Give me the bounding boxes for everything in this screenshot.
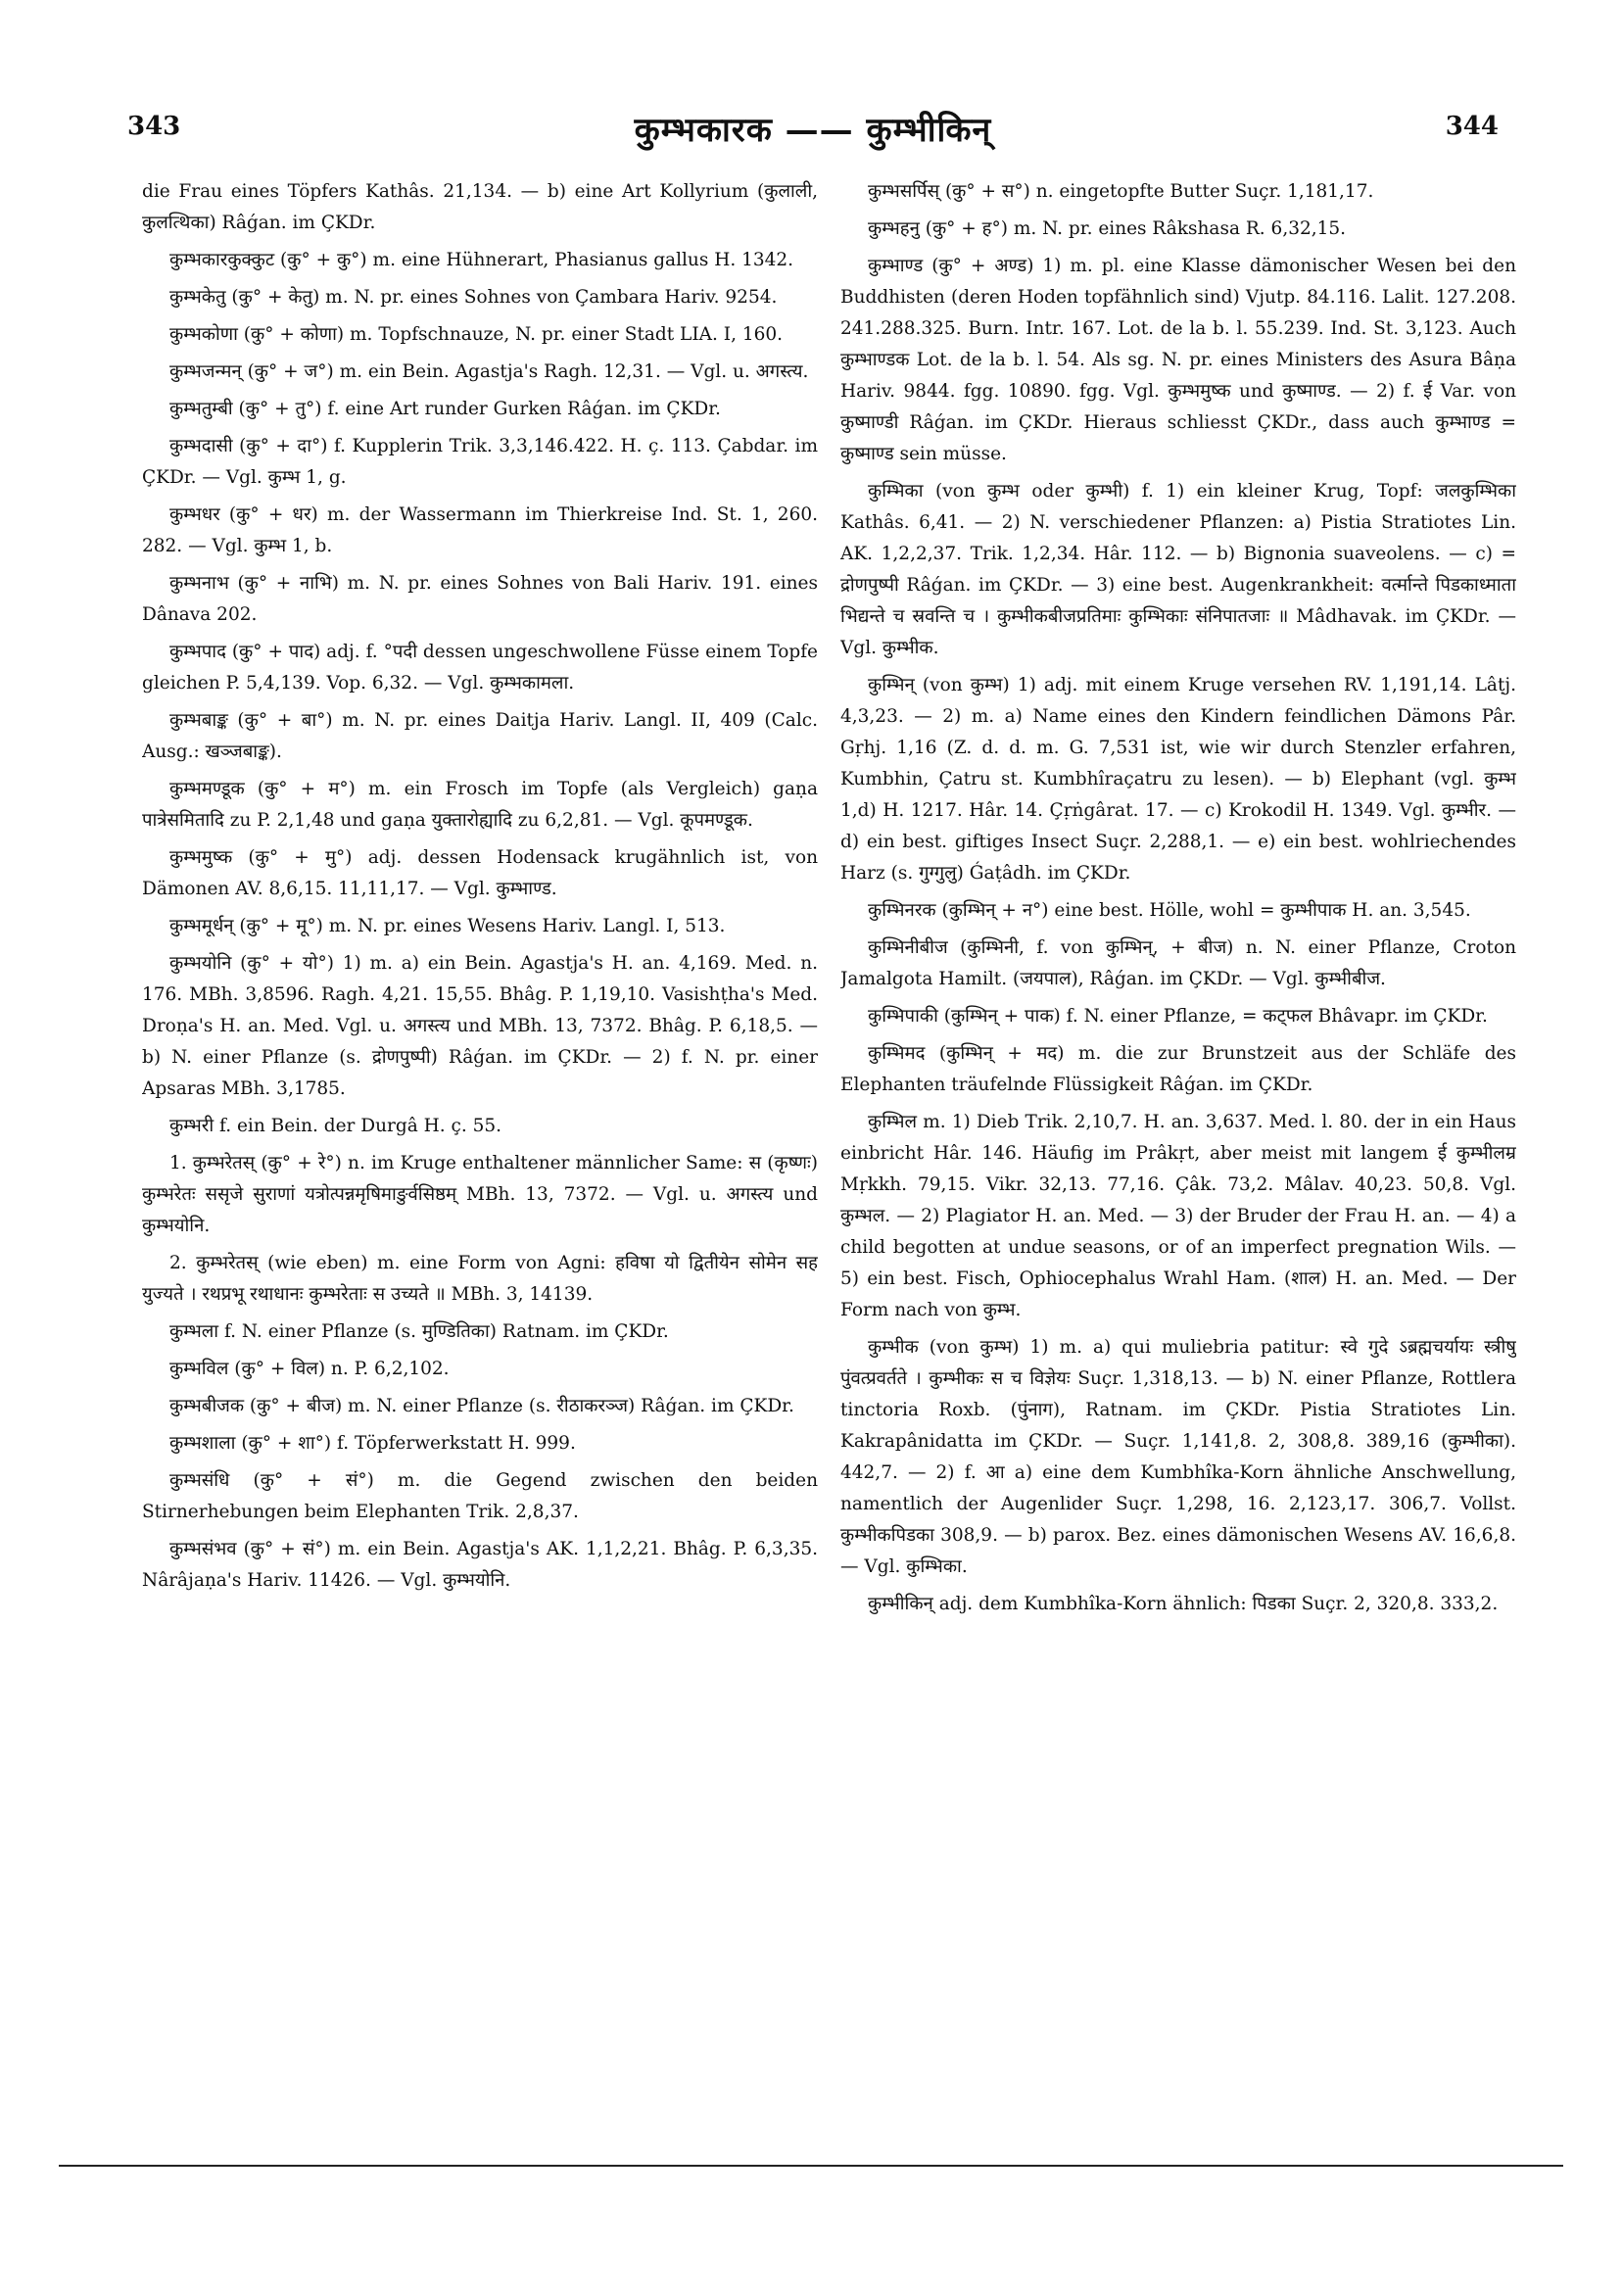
dictionary-entry: die Frau eines Töpfers Kathâs. 21,134. — b) eine Art Kollyrium (कुलाली, कुलत्थिका) Râǵan. im ÇKDr. bbox=[142, 181, 818, 233]
dictionary-entry: कुम्भिल m. 1) Dieb Trik. 2,10,7. H. an. 3,637. Med. l. 80. der in ein Haus einbricht Hâr. 146. Häufig im Prâkṛt, aber meist mit langem ई कुम्भीलम्र Mṛkkh. 79,15. Vikr. 32,13. 77,16. Çâk. 73,2. Mâlav. 40,23. 50,8. Vgl. कुम्भल. — 2) Plagiator H. an. Med. — 3) der Bruder der Frau H. an. — 4) a child begotten at undue seasons, or of an imperfect pregnation Wils. — 5) ein best. Fisch, Ophiocephalus Wrahl Ham. (शाल) H. an. Med. — Der Form nach von कुम्भ. bbox=[840, 1112, 1516, 1320]
dictionary-entry: कुम्भयोनि (कु° + यो°) 1) m. a) ein Bein. Agastja's H. an. 4,169. Med. n. 176. MBh. 3,8596. Ragh. 4,21. 15,55. Bhâg. P. 1,19,10. Vasishṭha's Med. Droṇa's H. an. Med. Vgl. u. अगस्त्य und MBh. 13, 7372. Bhâg. P. 6,18,5. — b) N. einer Pflanze (s. द्रोणपुष्पी) Râǵan. im ÇKDr. — 2) f. N. pr. einer Apsaras MBh. 3,1785. bbox=[142, 953, 818, 1099]
dictionary-entry: कुम्भकेतु (कु° + केतु) m. N. pr. eines Sohnes von Çambara Hariv. 9254. bbox=[169, 287, 778, 308]
dictionary-entry: कुम्भविल (कु° + विल) n. P. 6,2,102. bbox=[169, 1359, 450, 1379]
dictionary-entry: कुम्भकोणा (कु° + कोणा) m. Topfschnauze, N. pr. einer Stadt LIA. I, 160. bbox=[169, 324, 784, 345]
page-header bbox=[127, 106, 1499, 155]
dictionary-entry: कुम्भीकिन् adj. dem Kumbhîka-Korn ähnlich: पिडका Suçr. 2, 320,8. 333,2. bbox=[868, 1594, 1499, 1614]
dictionary-entry: कुम्भदासी (कु° + दा°) f. Kupplerin Trik. 3,3,146.422. H. ç. 113. Çabdar. im ÇKDr. — Vgl. कुम्भ 1, g. bbox=[142, 436, 818, 488]
right-column bbox=[840, 176, 1516, 2037]
dictionary-entry: कुम्भिमद (कुम्भिन् + मद) m. die zur Brunstzeit aus der Schläfe des Elephanten träufelnde Flüssigkeit Râǵan. im ÇKDr. bbox=[840, 1043, 1516, 1095]
dictionary-entry: कुम्भतुम्बी (कु° + तु°) f. eine Art runder Gurken Râǵan. im ÇKDr. bbox=[169, 399, 721, 419]
dictionary-entry: कुम्भपाद (कु° + पाद) adj. f. °पदी dessen ungeschwollene Füsse einem Topfe gleichen P. 5,4,139. Vop. 6,32. — Vgl. कुम्भकामला. bbox=[142, 642, 818, 694]
dictionary-entry: कुम्भिनरक (कुम्भिन् + न°) eine best. Hölle, wohl = कुम्भीपाक H. an. 3,545. bbox=[868, 900, 1471, 921]
dictionary-entry: कुम्भनाभ (कु° + नाभि) m. N. pr. eines Sohnes von Bali Hariv. 191. eines Dânava 202. bbox=[142, 573, 818, 625]
dictionary-entry: कुम्भमूर्धन् (कु° + मू°) m. N. pr. eines Wesens Hariv. Langl. I, 513. bbox=[169, 916, 726, 936]
left-column bbox=[142, 176, 818, 2037]
dictionary-entry: कुम्भबीजक (कु° + बीज) m. N. einer Pflanze (s. रीठाकरञ्ज) Râǵan. im ÇKDr. bbox=[169, 1396, 794, 1416]
page-number-right: 344 bbox=[1445, 112, 1499, 141]
dictionary-entry: कुम्भसंधि (कु° + सं°) m. die Gegend zwischen den beiden Stirnerhebungen beim Elephanten Trik. 2,8,37. bbox=[142, 1470, 818, 1522]
dictionary-entry: कुम्भरी f. ein Bein. der Durgâ H. ç. 55. bbox=[169, 1116, 502, 1136]
dictionary-entry: कुम्भिका (von कुम्भ oder कुम्भी) f. 1) ein kleiner Krug, Topf: जलकुम्भिका Kathâs. 6,41. — 2) N. verschiedener Pflanzen: a) Pistia Stratiotes Lin. AK. 1,2,2,37. Trik. 1,2,34. Hâr. 112. — b) Bignonia suaveolens. — c) = द्रोणपुष्पी Râǵan. im ÇKDr. — 3) eine best. Augenkrankheit: वर्त्मान्ते पिडकाध्माता भिद्यन्ते च स्रवन्ति च । कुम्भीकबीजप्रतिमाः कुम्भिकाः संनिपातजाः ॥ Mâdhavak. im ÇKDr. — Vgl. कुम्भीक. bbox=[840, 481, 1516, 658]
dictionary-entry: कुम्भकारकुक्कुट (कु° + कु°) m. eine Hühnerart, Phasianus gallus H. 1342. bbox=[169, 250, 794, 270]
dictionary-entry: कुम्भजन्मन् (कु° + ज°) m. ein Bein. Agastja's Ragh. 12,31. — Vgl. u. अगस्त्य. bbox=[169, 361, 809, 382]
dictionary-entry: कुम्भशाला (कु° + शा°) f. Töpferwerkstatt H. 999. bbox=[169, 1433, 576, 1454]
dictionary-entry: कुम्भसंभव (कु° + सं°) m. ein Bein. Agastja's AK. 1,1,2,21. Bhâg. P. 6,3,35. Nârâjaṇa's Hariv. 11426. — Vgl. कुम्भयोनि. bbox=[142, 1539, 818, 1591]
page-number-left: 343 bbox=[127, 112, 181, 141]
dictionary-entry: कुम्भमण्डूक (कु° + म°) m. ein Frosch im Topfe (als Vergleich) gaṇa पात्रेसमितादि zu P. 2,1,48 und gaṇa युक्तारोह्यादि zu 6,2,81. — Vgl. कूपमण्डूक. bbox=[142, 779, 818, 831]
dictionary-entry: कुम्भिनीबीज (कुम्भिनी, f. von कुम्भिन्, + बीज) n. N. einer Pflanze, Croton Jamalgota Hamilt. (जयपाल), Râǵan. im ÇKDr. — Vgl. कुम्भीबीज. bbox=[840, 937, 1516, 989]
dictionary-entry: कुम्भबाङ्क (कु° + बा°) m. N. pr. eines Daitja Hariv. Langl. II, 409 (Calc. Ausg.: खञ्जबाङ्क). bbox=[142, 710, 818, 762]
dictionary-entry: 2. कुम्भरेतस् (wie eben) m. eine Form von Agni: हविषा यो द्वितीयेन सोमेन सह युज्यते । रथप्रभू रथाधानः कुम्भरेताः स उच्यते ॥ MBh. 3, 14139. bbox=[142, 1253, 818, 1305]
running-head: कुम्भकारक —— कुम्भीकिन् bbox=[634, 111, 992, 150]
dictionary-entry: 1. कुम्भरेतस् (कु° + रे°) n. im Kruge enthaltener männlicher Same: स (कृष्णः) कुम्भरेतः ससृजे सुराणां यत्रोत्पन्नमृषिमाङुर्वसिष्ठम् MBh. 13, 7372. — Vgl. u. अगस्त्य und कुम्भयोनि. bbox=[142, 1153, 818, 1236]
dictionary-entry: कुम्भाण्ड (कु° + अण्ड) 1) m. pl. eine Klasse dämonischer Wesen bei den Buddhisten (deren Hoden topfähnlich sind) Vjutp. 84.116. Lalit. 127.208. 241.288.325. Burn. Intr. 167. Lot. de la b. l. 55.239. Ind. St. 3,123. Auch कुम्भाण्डक Lot. de la b. l. 54. Als sg. N. pr. eines Ministers des Asura Bâṇa Hariv. 9844. fgg. 10890. fgg. Vgl. कुम्भमुष्क und कुष्माण्ड. — 2) f. ई Var. von कुष्माण्डी Râǵan. im ÇKDr. Hieraus schliesst ÇKDr., dass auch कुम्भाण्ड = कुष्माण्ड sein müsse. bbox=[840, 256, 1516, 464]
dictionary-entry: कुम्भधर (कु° + धर) m. der Wassermann im Thierkreise Ind. St. 1, 260. 282. — Vgl. कुम्भ 1, b. bbox=[142, 504, 818, 556]
dictionary-entry: कुम्भमुष्क (कु° + मु°) adj. dessen Hodensack krugähnlich ist, von Dämonen AV. 8,6,15. 11,11,17. — Vgl. कुम्भाण्ड. bbox=[142, 847, 818, 899]
dictionary-entry: कुम्भसर्पिस् (कु° + स°) n. eingetopfte Butter Suçr. 1,181,17. bbox=[868, 181, 1374, 202]
dictionary-entry: कुम्भहनु (कु° + ह°) m. N. pr. eines Râkshasa R. 6,32,15. bbox=[868, 218, 1347, 239]
dictionary-entry: कुम्भला f. N. einer Pflanze (s. मुण्डितिका) Ratnam. im ÇKDr. bbox=[169, 1321, 669, 1342]
bottom-rule bbox=[59, 2165, 1563, 2167]
dictionary-entry: कुम्भीक (von कुम्भ) 1) m. a) qui muliebria patitur: स्वे गुदे ऽब्रह्मचर्यायः स्त्रीषु पुंवत्प्रवर्तते । कुम्भीकः स च विज्ञेयः Suçr. 1,318,13. — b) N. einer Pflanze, Rottlera tinctoria Roxb. (पुंनाग), Ratnam. im ÇKDr. Pistia Stratiotes Lin. Kakrapânidatta im ÇKDr. — Suçr. 1,141,8. 2, 308,8. 389,16 (कुम्भीका). 442,7. — 2) f. आ a) eine dem Kumbhîka-Korn ähnliche Anschwellung, namentlich der Augenlider Suçr. 1,298, 16. 2,123,17. 306,7. Vollst. कुम्भीकपिडका 308,9. — b) parox. Bez. eines dämonischen Wesens AV. 16,6,8. — Vgl. कुम्भिका. bbox=[840, 1337, 1516, 1577]
dictionary-entry: कुम्भिन् (von कुम्भ) 1) adj. mit einem Kruge versehen RV. 1,191,14. Lâṭj. 4,3,23. — 2) m. a) Name eines den Kindern feindlichen Dämons Pâr. Gṛhj. 1,16 (Z. d. d. m. G. 7,531 ist, wie wir durch Stenzler erfahren, Kumbhin, Çatru st. Kumbhîraçatru zu lesen). — b) Elephant (vgl. कुम्भ 1,d) H. 1217. Hâr. 14. Çṛṅgârat. 17. — c) Krokodil H. 1349. Vgl. कुम्भीर. — d) ein best. giftiges Insect Suçr. 2,288,1. — e) ein best. wohlriechendes Harz (s. गुग्गुलु) Ǵaṭâdh. im ÇKDr. bbox=[840, 675, 1516, 884]
dictionary-entry: कुम्भिपाकी (कुम्भिन् + पाक) f. N. einer Pflanze, = कट्फल Bhâvapr. im ÇKDr. bbox=[868, 1006, 1488, 1027]
